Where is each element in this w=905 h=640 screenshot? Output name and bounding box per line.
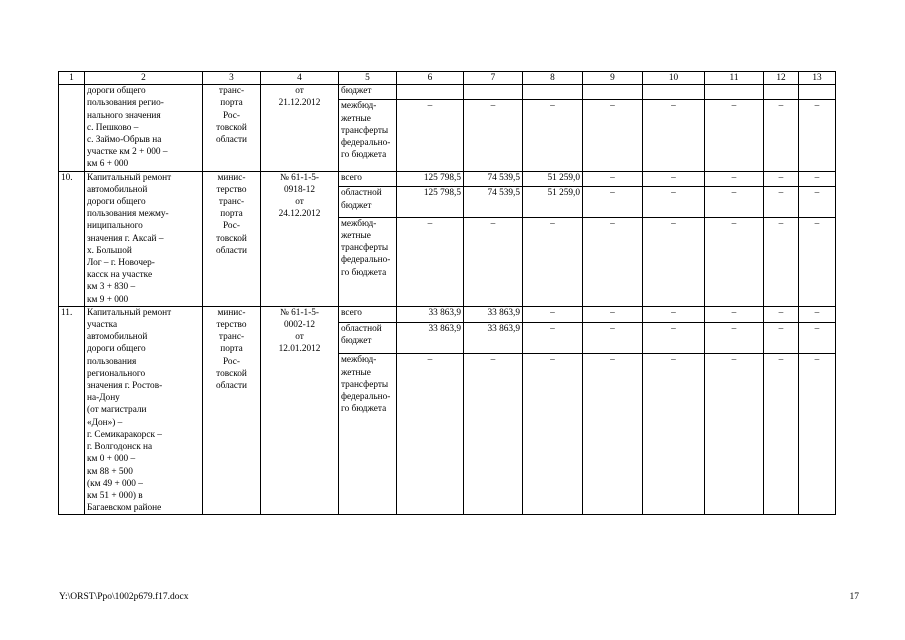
data-table <box>58 71 836 515</box>
value-cell: – <box>523 217 583 306</box>
document-cell: от 21.12.2012 <box>261 85 339 171</box>
value-cell: – <box>643 306 705 322</box>
value-cell: – <box>799 217 836 306</box>
value-cell: 125 798,5 <box>397 171 464 187</box>
value-cell: 74 539,5 <box>464 171 523 187</box>
value-cell: – <box>764 306 799 322</box>
value-cell: – <box>583 100 643 171</box>
header-cell: 11 <box>705 72 764 85</box>
value-cell: 125 798,5 <box>397 187 464 217</box>
value-cell: – <box>464 100 523 171</box>
object-name-cell: Капитальный ремонт автомобильной дороги общего пользования межму- ниципального значения г. Аксай – х. Большой Лог – г. Новочер- касск на участке км 3 + 830 – км 9 + 000 <box>85 171 203 306</box>
value-cell: – <box>464 354 523 515</box>
header-row <box>59 72 836 85</box>
value-cell: 33 863,9 <box>397 306 464 322</box>
funding-source-cell: всего <box>339 171 397 187</box>
value-cell: – <box>397 354 464 515</box>
value-cell: – <box>583 171 643 187</box>
value-cell: – <box>764 171 799 187</box>
value-cell: – <box>799 187 836 217</box>
funding-source-cell: всего <box>339 306 397 322</box>
header-cell: 8 <box>523 72 583 85</box>
header-cell: 1 <box>59 72 85 85</box>
table-row <box>59 85 836 100</box>
funding-source-cell: межбюд- жетные трансферты федерально- го бюджета <box>339 217 397 306</box>
value-cell: – <box>705 306 764 322</box>
document-cell: № 61-1-5- 0918-12 от 24.12.2012 <box>261 171 339 306</box>
value-cell: – <box>583 187 643 217</box>
value-cell: – <box>583 306 643 322</box>
value-cell: – <box>705 171 764 187</box>
value-cell: – <box>583 323 643 354</box>
value-cell: – <box>705 100 764 171</box>
value-cell: – <box>523 306 583 322</box>
value-cell: – <box>643 100 705 171</box>
value-cell: – <box>523 354 583 515</box>
value-cell: – <box>799 354 836 515</box>
header-cell: 13 <box>799 72 836 85</box>
header-cell: 9 <box>583 72 643 85</box>
file-path-footer: Y:\ORST\Ppo\1002p679.f17.docx <box>59 592 189 602</box>
header-cell: 10 <box>643 72 705 85</box>
value-cell: – <box>643 187 705 217</box>
value-cell: 33 863,9 <box>397 323 464 354</box>
table-row <box>59 306 836 322</box>
organization-cell: минис- терство транс- порта Рос- товской области <box>203 306 261 514</box>
header-cell: 2 <box>85 72 203 85</box>
row-number-cell: 10. <box>59 171 85 306</box>
value-cell: – <box>643 323 705 354</box>
value-cell: – <box>523 100 583 171</box>
header-cell: 5 <box>339 72 397 85</box>
value-cell: 51 259,0 <box>523 171 583 187</box>
value-cell: 33 863,9 <box>464 323 523 354</box>
value-cell: – <box>764 100 799 171</box>
value-cell: – <box>764 354 799 515</box>
object-name-cell: дороги общего пользования регио- нального значения с. Пешково – с. Займо-Обрыв на участке км 2 + 000 – км 6 + 000 <box>85 85 203 171</box>
funding-source-cell: межбюд- жетные трансферты федерально- го бюджета <box>339 100 397 171</box>
value-cell: – <box>764 217 799 306</box>
organization-cell: транс- порта Рос- товской области <box>203 85 261 171</box>
row-number-cell <box>59 85 85 171</box>
value-cell: – <box>583 217 643 306</box>
header-cell: 6 <box>397 72 464 85</box>
value-cell: – <box>643 217 705 306</box>
value-cell: – <box>705 187 764 217</box>
object-name-cell: Капитальный ремонт участка автомобильной дороги общего пользования регионального значения г. Ростов- на-Дону (от магистрали «Дон») – г. Семикаракорск – г. Волгодонск на км 0 + 000 – км 88 + 500 (км 49 + 000 – км 51 + 000) в Багаевском районе <box>85 306 203 514</box>
value-cell: 74 539,5 <box>464 187 523 217</box>
header-cell: 7 <box>464 72 523 85</box>
value-cell: – <box>799 171 836 187</box>
header-cell: 12 <box>764 72 799 85</box>
funding-source-cell: бюджет <box>339 85 397 100</box>
value-cell: – <box>583 354 643 515</box>
header-cell: 3 <box>203 72 261 85</box>
document-cell: № 61-1-5- 0002-12 от 12.01.2012 <box>261 306 339 514</box>
row-number-cell: 11. <box>59 306 85 514</box>
funding-source-cell: межбюд- жетные трансферты федерально- го бюджета <box>339 354 397 515</box>
value-cell: – <box>764 323 799 354</box>
value-cell: – <box>799 100 836 171</box>
value-cell: – <box>397 100 464 171</box>
value-cell: – <box>523 323 583 354</box>
value-cell: 33 863,9 <box>464 306 523 322</box>
value-cell: 51 259,0 <box>523 187 583 217</box>
header-cell: 4 <box>261 72 339 85</box>
value-cell: – <box>799 323 836 354</box>
funding-source-cell: областной бюджет <box>339 323 397 354</box>
value-cell: – <box>643 354 705 515</box>
value-cell: – <box>799 306 836 322</box>
value-cell: – <box>397 217 464 306</box>
value-cell: – <box>764 187 799 217</box>
value-cell: – <box>643 171 705 187</box>
value-cell: – <box>705 354 764 515</box>
page-number: 17 <box>849 592 859 602</box>
value-cell: – <box>464 217 523 306</box>
value-cell: – <box>705 217 764 306</box>
table-row <box>59 171 836 187</box>
organization-cell: минис- терство транс- порта Рос- товской области <box>203 171 261 306</box>
value-cell: – <box>705 323 764 354</box>
funding-source-cell: областной бюджет <box>339 187 397 217</box>
